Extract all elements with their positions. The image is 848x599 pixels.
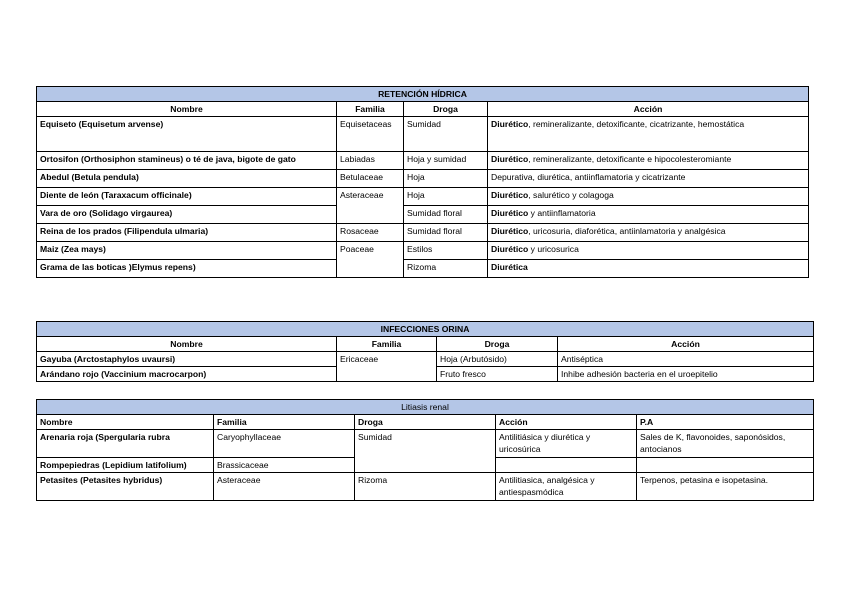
cell-nombre: Equiseto (Equisetum arvense) — [37, 117, 337, 152]
cell-droga: Hoja y sumidad — [404, 152, 488, 170]
table-row — [37, 188, 809, 206]
accion-bold: Diurético — [491, 119, 529, 129]
cell-accion — [488, 152, 809, 170]
cell-nombre: Ortosifon (Orthosiphon stamineus) o té de java, bigote de gato — [37, 152, 337, 170]
cell-familia — [337, 260, 404, 278]
table-row — [37, 152, 809, 170]
table-title: Litiasis renal — [37, 400, 814, 415]
accion-text: , remineralizante, detoxificante e hipocolesteromiante — [528, 154, 732, 164]
cell-accion: Antilitiásica y diurética y uricosúrica — [496, 430, 637, 458]
cell-droga: Estilos — [404, 242, 488, 260]
table-row — [37, 473, 814, 501]
cell-accion: Inhibe adhesión bacteria en el uroepitelio — [558, 367, 814, 382]
cell-familia: Ericaceae — [337, 352, 437, 367]
cell-accion — [496, 458, 637, 473]
header-droga: Droga — [437, 337, 558, 352]
header-nombre: Nombre — [37, 102, 337, 117]
cell-droga: Sumidad floral — [404, 224, 488, 242]
accion-bold: Diurético — [491, 208, 529, 218]
accion-bold: Diurética — [491, 262, 528, 272]
header-accion: Acción — [488, 102, 809, 117]
cell-droga: Hoja — [404, 170, 488, 188]
cell-droga: Hoja (Arbutósido) — [437, 352, 558, 367]
cell-pa — [637, 458, 814, 473]
table-row — [37, 170, 809, 188]
cell-nombre: Vara de oro (Solidago virgaurea) — [37, 206, 337, 224]
table-title: RETENCIÓN HÍDRICA — [37, 87, 809, 102]
cell-accion: Antiséptica — [558, 352, 814, 367]
accion-text: Depurativa, diurética, antiinflamatoria y cicatrizante — [491, 172, 686, 182]
cell-droga: Sumidad — [355, 430, 496, 458]
cell-accion: Antilitiasica, analgésica y antiespasmódica — [496, 473, 637, 501]
cell-familia: Equisetaceas — [337, 117, 404, 152]
cell-nombre: Rompepiedras (Lepidium latifolium) — [37, 458, 214, 473]
cell-accion — [488, 170, 809, 188]
cell-nombre: Arenaria roja (Spergularia rubra — [37, 430, 214, 458]
cell-familia: Caryophyllaceae — [214, 430, 355, 458]
cell-familia: Asteraceae — [337, 188, 404, 206]
header-familia: Familia — [214, 415, 355, 430]
cell-nombre: Abedul (Betula pendula) — [37, 170, 337, 188]
accion-text: y antiinflamatoria — [528, 208, 596, 218]
cell-familia: Betulaceae — [337, 170, 404, 188]
cell-nombre: Petasites (Petasites hybridus) — [37, 473, 214, 501]
table-row — [37, 260, 809, 278]
cell-familia: Brassicaceae — [214, 458, 355, 473]
accion-text: , salurético y colagoga — [528, 190, 614, 200]
header-row — [37, 415, 814, 430]
table-row — [37, 352, 814, 367]
cell-pa: Terpenos, petasina e isopetasina. — [637, 473, 814, 501]
cell-accion — [488, 224, 809, 242]
cell-droga: Fruto fresco — [437, 367, 558, 382]
accion-bold: Diurético — [491, 244, 529, 254]
header-pa: P.A — [637, 415, 814, 430]
table-row — [37, 206, 809, 224]
header-droga: Droga — [404, 102, 488, 117]
accion-text: , remineralizante, detoxificante, cicatrizante, hemostática — [528, 119, 745, 129]
table-row — [37, 430, 814, 458]
header-droga: Droga — [355, 415, 496, 430]
cell-droga: Rizoma — [355, 473, 496, 501]
cell-familia: Rosaceae — [337, 224, 404, 242]
table-row — [37, 458, 814, 473]
accion-bold: Diurético — [491, 226, 529, 236]
cell-nombre: Grama de las boticas )Elymus repens) — [37, 260, 337, 278]
accion-bold: Diurético — [491, 154, 529, 164]
header-familia: Familia — [337, 337, 437, 352]
table-retencion-hidrica — [36, 86, 809, 278]
cell-familia — [337, 367, 437, 382]
header-nombre: Nombre — [37, 337, 337, 352]
header-familia: Familia — [337, 102, 404, 117]
cell-nombre: Gayuba (Arctostaphylos uvaursi) — [37, 352, 337, 367]
table-title: INFECCIONES ORINA — [37, 322, 814, 337]
cell-familia: Asteraceae — [214, 473, 355, 501]
cell-droga: Sumidad floral — [404, 206, 488, 224]
cell-accion — [488, 260, 809, 278]
header-nombre: Nombre — [37, 415, 214, 430]
cell-droga — [355, 458, 496, 473]
cell-nombre: Arándano rojo (Vaccinium macrocarpon) — [37, 367, 337, 382]
header-accion: Acción — [496, 415, 637, 430]
accion-text: y uricosurica — [528, 244, 579, 254]
cell-familia — [337, 206, 404, 224]
header-accion: Acción — [558, 337, 814, 352]
table-row — [37, 242, 809, 260]
cell-droga: Hoja — [404, 188, 488, 206]
cell-droga: Rizoma — [404, 260, 488, 278]
cell-nombre: Reina de los prados (Filipendula ulmaria) — [37, 224, 337, 242]
table-row — [37, 224, 809, 242]
table-title-row — [37, 87, 809, 102]
cell-accion — [488, 242, 809, 260]
table-row — [37, 117, 809, 152]
cell-accion — [488, 117, 809, 152]
table-infecciones-orina — [36, 321, 814, 382]
table-title-row — [37, 400, 814, 415]
accion-bold: Diurético — [491, 190, 529, 200]
cell-familia: Labiadas — [337, 152, 404, 170]
accion-text: , uricosuria, diaforética, antiinlamatoria y analgésica — [528, 226, 726, 236]
header-row — [37, 102, 809, 117]
cell-pa: Sales de K, flavonoides, saponósidos, antocianos — [637, 430, 814, 458]
cell-accion — [488, 188, 809, 206]
cell-droga: Sumidad — [404, 117, 488, 152]
cell-nombre: Maiz (Zea mays) — [37, 242, 337, 260]
table-litiasis-renal — [36, 399, 814, 501]
cell-accion — [488, 206, 809, 224]
cell-familia: Poaceae — [337, 242, 404, 260]
table-row — [37, 367, 814, 382]
header-row — [37, 337, 814, 352]
table-title-row — [37, 322, 814, 337]
cell-nombre: Diente de león (Taraxacum officinale) — [37, 188, 337, 206]
